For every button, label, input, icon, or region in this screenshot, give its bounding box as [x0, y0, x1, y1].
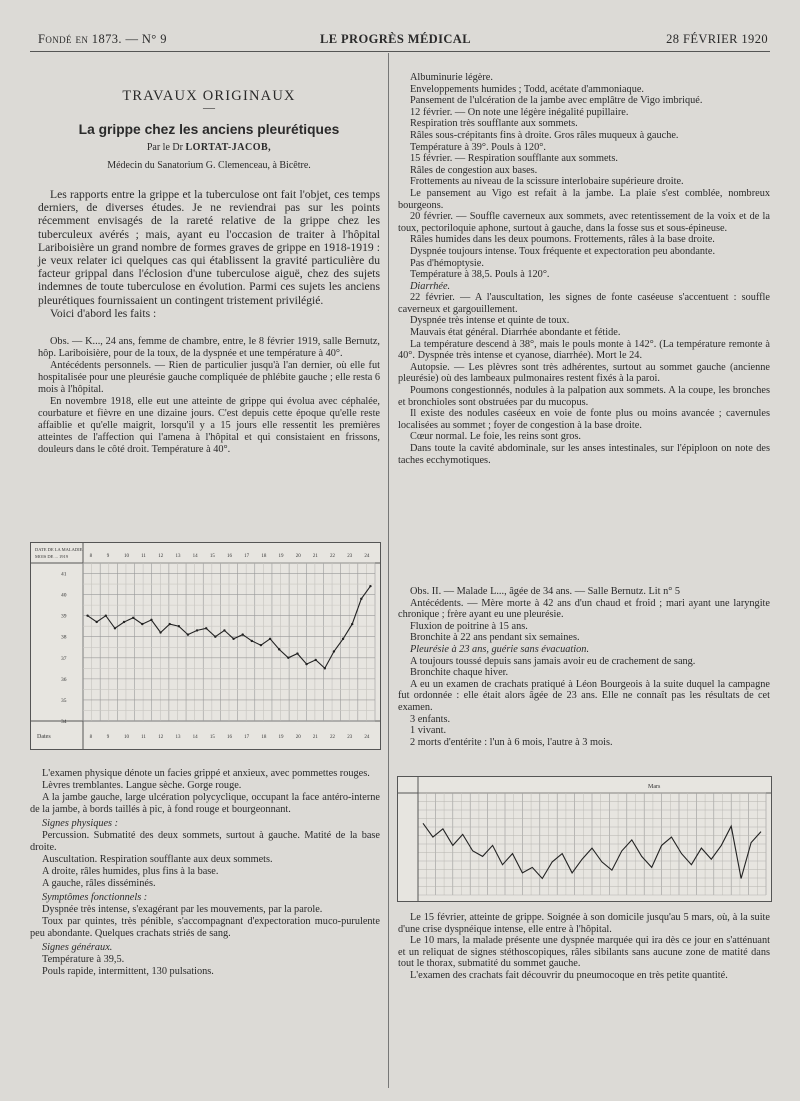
temperature-point [324, 667, 326, 669]
temperature-point [196, 629, 198, 631]
temperature-point [114, 627, 116, 629]
temperature-chart-2-svg [398, 777, 771, 901]
obs2-line: Bronchite chaque hiver. [410, 667, 509, 679]
day-label: 21 [312, 554, 318, 559]
temperature-point [287, 657, 289, 659]
obs2-line: A toujours toussé depuis sans jamais avoir eu de crachement de sang. [410, 655, 696, 667]
case-line: Dyspnée toujours intense. Toux fréquente et expectoration peu abondante. [410, 245, 716, 257]
day-label: 10 [123, 554, 129, 559]
temperature-point [150, 619, 152, 621]
intro-lead: Voici d'abord les faits : [50, 306, 157, 320]
exam-line: Toux par quintes, très pénible, s'accompagnant d'expectoration muco-purulente peu abondante. Quelques crachats striés de sang. [30, 916, 380, 939]
day-label: 17 [244, 554, 250, 559]
temperature-point [223, 629, 225, 631]
day-footer: 16 [227, 735, 232, 740]
case-line: Albuminurie légère. [410, 72, 493, 83]
y-tick-label: 41 [61, 571, 67, 578]
column-rule [388, 53, 389, 1088]
day-footer: 9 [106, 735, 110, 740]
day-label: 23 [347, 554, 353, 559]
running-header [38, 32, 768, 50]
temperature-point [360, 598, 362, 600]
section-dash: — [203, 100, 215, 114]
temperature-point [278, 648, 280, 650]
case-line: Dans toute la cavité abdominale, sur les anses intestinales, sur l'épiploon on note des taches ecchymotiques. [398, 443, 770, 466]
case-line: Râles de congestion aux bases. [410, 164, 538, 176]
author-prefix: Par le Dr [146, 142, 186, 153]
case-line: Il existe des nodules caséeux en voie de fonte plus ou moins avancée ; cavernules localisées au sommet ; foyer de congestion à la base droite. [398, 408, 770, 431]
day-label: 19 [278, 554, 284, 559]
day-footer: 20 [295, 735, 301, 740]
left-column-bottom [30, 768, 380, 978]
day-label: 8 [89, 554, 93, 559]
temperature-point [187, 633, 189, 635]
day-label: 15 [209, 554, 215, 559]
temperature-point [214, 636, 216, 638]
obs2-line: Antécédents. — Mère morte à 42 ans d'un chaud et froid ; mari ayant une laryngite chronique ; frère ayant eu une pleurésie. [398, 597, 770, 621]
day-label: 24 [364, 554, 370, 559]
case-line: Autopsie. — Les plèvres sont très adhérentes, surtout au sommet gauche (ancienne pleurésie) où des lambeaux pulmonaires restent fixés à la paroi. [398, 361, 770, 385]
obs1-history: En novembre 1918, elle eut une atteinte de grippe qui évolua avec céphalée, courbature et fièvre en une dizaine jours. C'est depuis cette époque qu'elle reste affaiblie et qu'elle maigrit, lorsqu'il y a 15 jours elle ressentit les premières atteintes de l'affection qui l'amena à l'hôpital et qui consistaient en frissons, douleurs dans le côté droit. Température à 40°. [38, 396, 380, 456]
case-line: Râles sous-crépitants fins à droite. Gros râles muqueux à gauche. [410, 129, 679, 141]
day-footer: 23 [347, 735, 353, 740]
day-footer: 19 [278, 735, 284, 740]
section-heading: TRAVAUX ORIGINAUX [122, 88, 296, 104]
temperature-point [178, 625, 180, 627]
evolution-line: Le 10 mars, la malade présente une dyspnée marquée qui ira dès ce jour en s'atténuant et un reliquat de signes stéthoscopiques, râles sibilants sans aucune zone de matité dans tout le thorax, submatité du sommet gauche. [398, 935, 770, 970]
exam-subheading: Symptômes fonctionnels : [42, 892, 148, 903]
day-footer: 14 [192, 735, 198, 740]
y-tick-label: 35 [61, 697, 67, 704]
y-tick-label: 38 [61, 634, 67, 641]
case-line: La température descend à 38°, mais le pouls monte à 142°. (La température remonte à 40°. Dyspnée très intense et cyanose, diarrhée). Mort le 24. [398, 338, 770, 362]
author-affiliation: Médecin du Sanatorium G. Clemenceau, à Bicêtre. [107, 160, 311, 171]
founded-issue: Fondé en 1873. — N° 9 [38, 32, 167, 46]
day-footer: 15 [209, 735, 215, 740]
day-footer: 13 [175, 735, 181, 740]
temperature-point [251, 640, 253, 642]
temperature-point [369, 585, 371, 587]
temperature-point [296, 652, 298, 654]
case-line: Température à 38,5. Pouls à 120°. [410, 269, 550, 281]
day-label: 14 [192, 554, 198, 559]
exam-subheading: Signes physiques : [42, 818, 119, 829]
day-footer: 24 [364, 735, 370, 740]
day-footer: 10 [123, 735, 129, 740]
obs2-line: Fluxion de poitrine à 15 ans. [410, 620, 528, 632]
case-line: Cœur normal. Le foie, les reins sont gros. [410, 431, 582, 443]
day-label: 20 [295, 554, 301, 559]
case-line: 15 février. — Respiration soufflante aux sommets. [410, 153, 618, 165]
evolution-line: Le 15 février, atteinte de grippe. Soignée à son domicile jusqu'au 5 mars, où, à la suite d'une crise dyspnéique intense, elle entre à l'hôpital. [398, 912, 770, 935]
right-column-top [398, 72, 770, 466]
case-line: Le pansement au Vigo est refait à la jambe. La plaie s'est comblée, nombreux bourgeons. [398, 187, 770, 211]
exam-line: Lèvres tremblantes. Langue sèche. Gorge rouge. [42, 780, 242, 791]
day-label: 13 [175, 554, 181, 559]
day-label: 18 [261, 554, 267, 559]
obs1-antecedents: Antécédents personnels. — Rien de particulier jusqu'à l'an dernier, où elle fut hospitalisée pour une pleurésie gauche compliquée de phlébite gauche ; elle resta 6 mois à l'hôpital. [38, 360, 380, 396]
left-column-top [38, 90, 380, 456]
day-label: 9 [106, 554, 110, 559]
temperature-point [333, 650, 335, 652]
author-name: LORTAT-JACOB, [185, 142, 272, 153]
temperature-point [95, 621, 97, 623]
footer-label: Dates [37, 734, 51, 740]
case-line: Température à 39°. Pouls à 120°. [410, 141, 546, 153]
case-line: Mauvais état général. Diarrhée abondante et fétide. [410, 327, 621, 339]
temperature-point [351, 623, 353, 625]
header-rule [30, 51, 770, 52]
header-label: DATE DE LA MALADIE [35, 547, 83, 552]
obs1-intro: Obs. — K..., 24 ans, femme de chambre, entre, le 8 février 1919, salle Bernutz, hôp. Lariboisière, pour de la toux, de la dyspnée et une température à 40°. [38, 336, 380, 360]
author-line [38, 142, 380, 154]
case-line: Frottements au niveau de la scissure interlobaire supérieure droite. [410, 176, 684, 188]
exam-line: Auscultation. Respiration soufflante aux deux sommets. [42, 854, 273, 865]
right-column-obs2 [398, 586, 770, 748]
y-tick-label: 36 [61, 676, 67, 683]
temperature-point [269, 638, 271, 640]
temperature-point [123, 621, 125, 623]
temperature-point [241, 633, 243, 635]
day-label: 12 [158, 554, 164, 559]
day-footer: 21 [312, 735, 318, 740]
case-line: Pansement de l'ulcération de la jambe avec emplâtre de Vigo imbriqué. [410, 95, 703, 107]
day-label: 16 [227, 554, 232, 559]
obs2-line: 3 enfants. [410, 713, 451, 725]
exam-line: Température à 39,5. [42, 954, 125, 965]
day-footer: 17 [244, 735, 250, 740]
temperature-chart-2 [397, 776, 772, 902]
header-sub: MOIS DE ... 1919 [35, 554, 69, 559]
temperature-chart-1 [30, 542, 381, 750]
case-line: Poumons congestionnés, nodules à la palpation aux sommets. A la coupe, les bronches et bronchioles sont obstruées par du mucopus. [398, 385, 770, 408]
y-tick-label: 37 [61, 655, 67, 662]
obs2-line: Bronchite à 22 ans pendant six semaines. [410, 632, 580, 644]
temperature-point [168, 623, 170, 625]
exam-line: Dyspnée très intense, s'exagérant par les mouvements, par la parole. [42, 904, 323, 915]
temperature-point [159, 631, 161, 633]
y-tick-label: 40 [61, 592, 67, 599]
case-line: Diarrhée. [410, 280, 451, 292]
exam-line: A la jambe gauche, large ulcération polycyclique, occupant la face antéro-interne de la jambe, à bords taillés à pic, à fond rouge et bourgeonnant. [30, 792, 380, 815]
day-label: 11 [141, 554, 146, 559]
day-label: 22 [330, 554, 336, 559]
intro-paragraph: Les rapports entre la grippe et la tuberculose ont fait l'objet, ces temps derniers, de diverses études. Je ne reviendrai pas sur les points récemment envisagés de la rareté relative de la grippe chez les tuberculeux avérés ; mais, ayant eu l'occasion de traiter à l'hôpital Lariboisière un grand nombre de formes graves de grippe en 1918-1919 : je veux relater ici quelques cas qui établissent la gravité particulière du facteur grippal dans l'éclosion d'une tuberculose aiguë, chez des sujets indemnes de toute tuberculose en évolution. Parmi ces sujets les anciens pleurétiques fournissaient un contingent tristement privilégié. [38, 188, 380, 307]
exam-line: Percussion. Submatité des deux sommets, surtout à gauche. Matité de la base droite. [30, 830, 380, 853]
issue-date: 28 FÉVRIER 1920 [666, 32, 768, 46]
temperature-point [342, 638, 344, 640]
temperature-point [232, 638, 234, 640]
day-footer: 8 [89, 735, 93, 740]
y-tick-label: 39 [61, 613, 67, 620]
obs2-line: 2 morts d'entérite : l'un à 6 mois, l'autre à 3 mois. [410, 736, 613, 748]
temperature-point [86, 614, 88, 616]
day-footer: 22 [330, 735, 336, 740]
temperature-chart-1-svg [31, 543, 380, 749]
case-line: Dyspnée très intense et quinte de toux. [410, 315, 570, 327]
temperature-point [305, 663, 307, 665]
temperature-point [314, 659, 316, 661]
header-label: Mars [648, 784, 661, 790]
exam-line: A droite, râles humides, plus fins à la base. [42, 866, 219, 877]
case-line: Râles humides dans les deux poumons. Frottements, râles à la base droite. [410, 234, 715, 246]
obs2-line: A eu un examen de crachats pratiqué à Léon Bourgeois à la suite duquel la campagne fut ordonnée : elle était alors âgée de 23 ans. Elle ne connaît pas les résultats de cet examen. [398, 678, 770, 713]
temperature-point [105, 614, 107, 616]
exam-line: Pouls rapide, intermittent, 130 pulsations. [42, 966, 214, 977]
exam-subheading: Signes généraux. [42, 942, 113, 953]
day-footer: 12 [158, 735, 164, 740]
obs2-line: Obs. II. — Malade L..., âgée de 34 ans. — Salle Bernutz. Lit n° 5 [410, 586, 681, 597]
obs2-line: Pleurésie à 23 ans, guérie sans évacuation. [410, 643, 590, 655]
day-footer: 11 [141, 735, 146, 740]
case-line: 12 février. — On note une légère inégalité pupillaire. [410, 106, 629, 118]
temperature-point [132, 617, 134, 619]
evolution-line: L'examen des crachats fait découvrir du pneumocoque en très petite quantité. [410, 969, 728, 981]
article-title: La grippe chez les anciens pleurétiques [78, 122, 340, 137]
case-line: Pas d'hémoptysie. [410, 257, 484, 269]
temperature-point [205, 627, 207, 629]
y-tick-label: 34 [61, 719, 67, 725]
exam-line: L'examen physique dénote un facies grippé et anxieux, avec pommettes rouges. [42, 768, 370, 779]
case-line: Enveloppements humides ; Todd, acétate d'ammoniaque. [410, 83, 644, 95]
day-footer: 18 [261, 735, 267, 740]
case-line: Respiration très soufflante aux sommets. [410, 118, 578, 130]
temperature-point [141, 623, 143, 625]
case-line: 22 février. — A l'auscultation, les signes de fonte caséeuse s'accentuent : souffle caverneux et gargouillement. [398, 292, 770, 315]
case-line: 20 février. — Souffle caverneux aux sommets, avec retentissement de la voix et de la toux, pectoriloquie aphone, surtout à gauche, dans la fosse sus et sous-épineuse. [398, 211, 770, 234]
exam-line: A gauche, râles disséminés. [42, 878, 156, 889]
journal-title: LE PROGRÈS MÉDICAL [320, 32, 471, 46]
obs2-line: 1 vivant. [410, 725, 447, 737]
temperature-point [260, 644, 262, 646]
right-column-bottom [398, 912, 770, 982]
